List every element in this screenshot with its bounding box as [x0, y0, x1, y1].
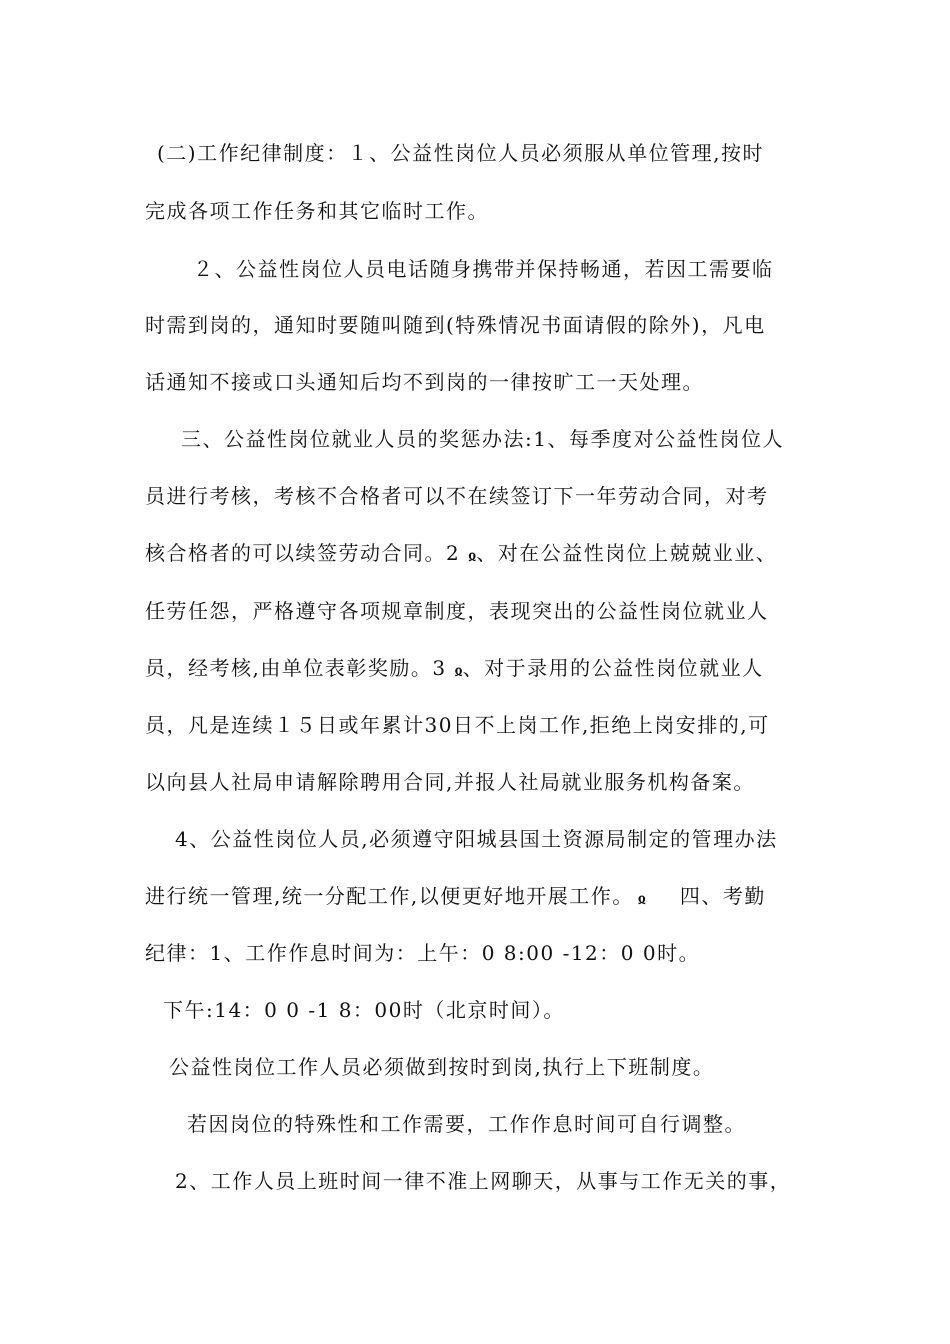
text-line-4: 时需到岗的，通知时要随叫随到(特殊情况书面请假的除外)，凡电 — [145, 313, 766, 337]
text-line-3: ２、公益性岗位人员电话随身携带并保持畅通，若因工需要临 — [193, 257, 774, 281]
text-line-2: 完成各项工作任务和其它临时工作。 — [145, 199, 489, 223]
text-segment: 核合格者的可以续签劳动合同。2 — [145, 541, 469, 565]
text-line-9: 任劳任怨，严格遵守各项规章制度，表现突出的公益性岗位就业人 — [145, 599, 769, 623]
text-line-6: 三、公益性岗位就业人员的奖惩办法:1、每季度对公益性岗位人 — [181, 427, 784, 451]
text-line-18: 若因岗位的特殊性和工作需要，工作作息时间可自行调整。 — [187, 1112, 746, 1136]
stray-mark-glyph: ჲ — [454, 664, 463, 679]
text-line-8 — [145, 539, 777, 571]
text-segment: 四、考勤 — [679, 884, 766, 908]
stray-mark-glyph: ჲ — [637, 892, 646, 907]
stray-mark-glyph: ჲ — [468, 549, 477, 564]
text-line-13: 4、公益性岗位人员,必须遵守阳城县国土资源局制定的管理办法 — [175, 827, 778, 851]
text-line-10 — [145, 654, 764, 686]
text-line-19: 2、工作人员上班时间一律不准上网聊天，从事与工作无关的事， — [175, 1169, 792, 1193]
text-segment: 、对于录用的公益性岗位就业人 — [462, 656, 764, 680]
text-line-1: (二)工作纪律制度：１、公益性岗位人员必须服从单位管理,按时 — [157, 141, 764, 165]
text-segment: 员，经考核,由单位表彰奖励。3 — [145, 656, 455, 680]
text-line-15: 纪律：1、工作作息时间为：上午：0 8:00 -12：0 0时。 — [145, 941, 701, 965]
text-line-14 — [145, 882, 766, 914]
text-line-11: 员，凡是连续１５日或年累计30日不上岗工作,拒绝上岗安排的,可 — [145, 713, 770, 737]
text-segment: 进行统一管理,统一分配工作,以便更好地开展工作。 — [145, 884, 634, 908]
text-line-17: 公益性岗位工作人员必须做到按时到岗,执行上下班制度。 — [169, 1055, 715, 1079]
text-line-7: 员进行考核，考核不合格者可以不在续签订下一年劳动合同，对考 — [145, 484, 769, 508]
text-line-16: 下午:14：0 0 -1 8：00时（北京时间）。 — [163, 998, 565, 1022]
text-line-12: 以向县人社局申请解除聘用合同,并报人社局就业服务机构备案。 — [145, 770, 755, 794]
text-segment: 、对在公益性岗位上兢兢业业、 — [476, 541, 778, 565]
text-line-5: 话通知不接或口头通知后均不到岗的一律按旷工一天处理。 — [145, 370, 704, 394]
